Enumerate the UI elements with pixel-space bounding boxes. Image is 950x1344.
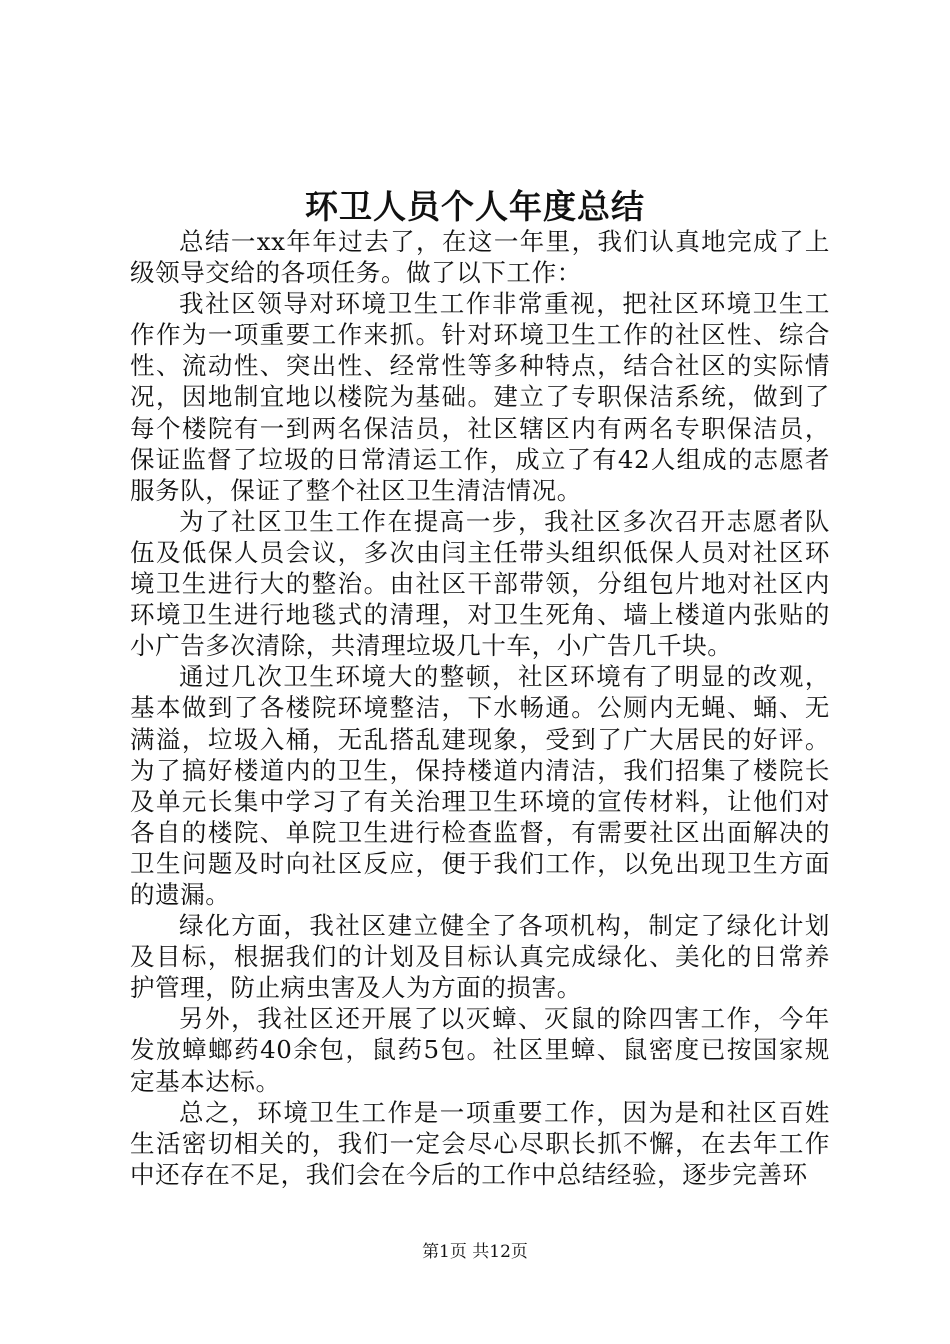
- paragraph: 通过几次卫生环境大的整顿，社区环境有了明显的改观，基本做到了各楼院环境整洁，下水畅通。公厕内无蝇、蛹、无满溢，垃圾入桶，无乱搭乱建现象，受到了广大居民的好评。为了搞好楼道内的卫生，保持楼道内清洁，我们招集了楼院长及单元长集中学习了有关治理卫生环境的宣传材料，让他们对各自的楼院、单院卫生进行检查监督，有需要社区出面解决的卫生问题及时向社区反应，便于我们工作，以免出现卫生方面的遗漏。: [130, 662, 830, 909]
- paragraph: 另外，我社区还开展了以灭蟑、灭鼠的除四害工作，今年发放蟑螂药40余包，鼠药5包。社区里蟑、鼠密度已按国家规定基本达标。: [130, 1004, 830, 1096]
- paragraph: 总之，环境卫生工作是一项重要工作，因为是和社区百姓生活密切相关的，我们一定会尽心尽职长抓不懈，在去年工作中还存在不足，我们会在今后的工作中总结经验，逐步完善环: [130, 1097, 830, 1189]
- page-footer: 第1页 共12页: [422, 1242, 528, 1262]
- paragraph: 我社区领导对环境卫生工作非常重视，把社区环境卫生工作作为一项重要工作来抓。针对环境卫生工作的社区性、综合性、流动性、突出性、经常性等多种特点，结合社区的实际情况，因地制宜地以楼院为基础。建立了专职保洁系统，做到了每个楼院有一到两名保洁员，社区辖区内有两名专职保洁员，保证监督了垃圾的日常清运工作，成立了有42人组成的志愿者服务队，保证了整个社区卫生清洁情况。: [130, 289, 830, 505]
- document-title: 环卫人员个人年度总结: [305, 187, 645, 226]
- paragraph: 为了社区卫生工作在提高一步，我社区多次召开志愿者队伍及低保人员会议，多次由闫主任带头组织低保人员对社区环境卫生进行大的整治。由社区干部带领，分组包片地对社区内环境卫生进行地毯式的清理，对卫生死角、墙上楼道内张贴的小广告多次清除，共清理垃圾几十车，小广告几千块。: [130, 506, 830, 661]
- document-body: [130, 226, 830, 1190]
- paragraph: 绿化方面，我社区建立健全了各项机构，制定了绿化计划及目标，根据我们的计划及目标认真完成绿化、美化的日常养护管理，防止病虫害及人为方面的损害。: [130, 911, 830, 1003]
- paragraph: 总结一xx年年过去了，在这一年里，我们认真地完成了上级领导交给的各项任务。做了以下工作：: [130, 227, 830, 288]
